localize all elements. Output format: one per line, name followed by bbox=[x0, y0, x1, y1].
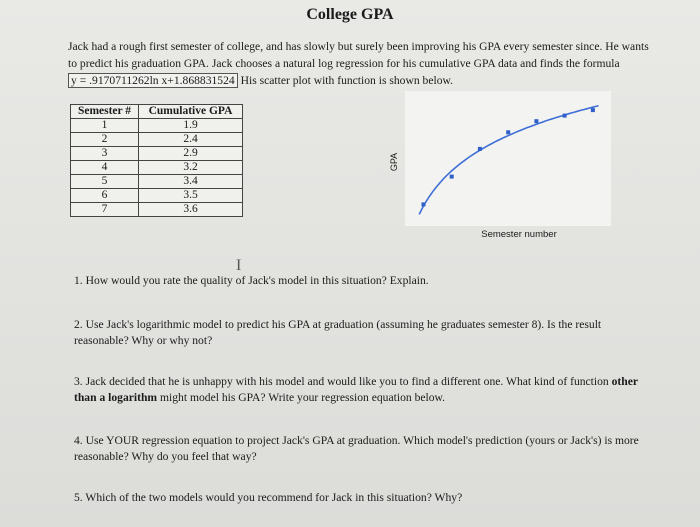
table-row bbox=[71, 147, 243, 161]
intro-paragraph bbox=[68, 38, 653, 89]
cell-gpa: 3.6 bbox=[139, 203, 243, 217]
page-title: College GPA bbox=[306, 6, 394, 23]
question-text-cont: might model his GPA? Write your regression equation below. bbox=[160, 391, 446, 404]
question-bold-text: other than a logarithm bbox=[74, 375, 638, 404]
cell-semester: 6 bbox=[71, 189, 139, 203]
scatter-chart bbox=[385, 91, 615, 246]
text-cursor-icon: I bbox=[236, 257, 242, 274]
cell-semester: 2 bbox=[71, 133, 139, 147]
table-row bbox=[71, 175, 243, 189]
table-row bbox=[71, 161, 243, 175]
table-row bbox=[71, 189, 243, 203]
cell-gpa: 2.4 bbox=[139, 133, 243, 147]
chart-canvas bbox=[385, 91, 615, 246]
intro-text-after: His scatter plot with function is shown below. bbox=[240, 74, 454, 87]
data-point bbox=[591, 108, 595, 112]
data-point bbox=[450, 175, 454, 179]
question-number: 4. bbox=[74, 434, 83, 447]
data-point bbox=[422, 202, 426, 206]
cell-semester: 4 bbox=[71, 161, 139, 175]
header-semester: Semester # bbox=[71, 105, 139, 119]
question-4 bbox=[74, 433, 654, 465]
formula-box: y = .9170711262ln x+1.868831524 bbox=[68, 73, 238, 88]
question-number: 3. bbox=[74, 375, 83, 388]
data-point bbox=[563, 114, 567, 118]
table-header-row bbox=[71, 105, 243, 119]
gpa-table bbox=[70, 104, 243, 217]
question-2 bbox=[74, 317, 654, 349]
question-text: How would you rate the quality of Jack's model in this situation? Explain. bbox=[85, 274, 429, 287]
question-text: Which of the two models would you recommend for Jack in this situation? Why? bbox=[85, 491, 463, 504]
question-3 bbox=[74, 374, 654, 406]
table-row bbox=[71, 119, 243, 133]
question-text: Jack decided that he is unhappy with his model and would like you to find a different one. What kind of function bbox=[85, 375, 609, 388]
table-row bbox=[71, 133, 243, 147]
question-1 bbox=[74, 273, 654, 289]
data-point bbox=[506, 130, 510, 134]
intro-text: Jack had a rough first semester of college, and has slowly but surely been improving his GPA every semester since. He wants to predict his graduation GPA. Jack chooses a natural log regression for his cumulative GPA data and finds the formula bbox=[68, 40, 649, 70]
cell-semester: 5 bbox=[71, 175, 139, 189]
cell-semester: 3 bbox=[71, 147, 139, 161]
data-point bbox=[478, 147, 482, 151]
question-number: 2. bbox=[74, 318, 83, 331]
question-text: Use Jack's logarithmic model to predict his GPA at graduation (assuming he graduates semester 8). Is the result reasonable? Why or why not? bbox=[74, 318, 602, 347]
cell-gpa: 3.5 bbox=[139, 189, 243, 203]
cell-gpa: 1.9 bbox=[139, 119, 243, 133]
question-text: Use YOUR regression equation to project Jack's GPA at graduation. Which model's prediction (yours or Jack's) is more reasonable? Why do you feel that way? bbox=[74, 434, 639, 463]
question-number: 5. bbox=[74, 491, 83, 504]
cell-gpa: 3.4 bbox=[139, 175, 243, 189]
cell-gpa: 3.2 bbox=[139, 161, 243, 175]
cell-semester: 1 bbox=[71, 119, 139, 133]
header-gpa: Cumulative GPA bbox=[139, 105, 243, 119]
data-point bbox=[534, 119, 538, 123]
x-axis-label: Semester number bbox=[481, 229, 557, 240]
cell-semester: 7 bbox=[71, 203, 139, 217]
y-axis-label: GPA bbox=[389, 152, 399, 172]
table-row bbox=[71, 203, 243, 217]
question-5 bbox=[74, 490, 654, 506]
question-number: 1. bbox=[74, 274, 83, 287]
cell-gpa: 2.9 bbox=[139, 147, 243, 161]
